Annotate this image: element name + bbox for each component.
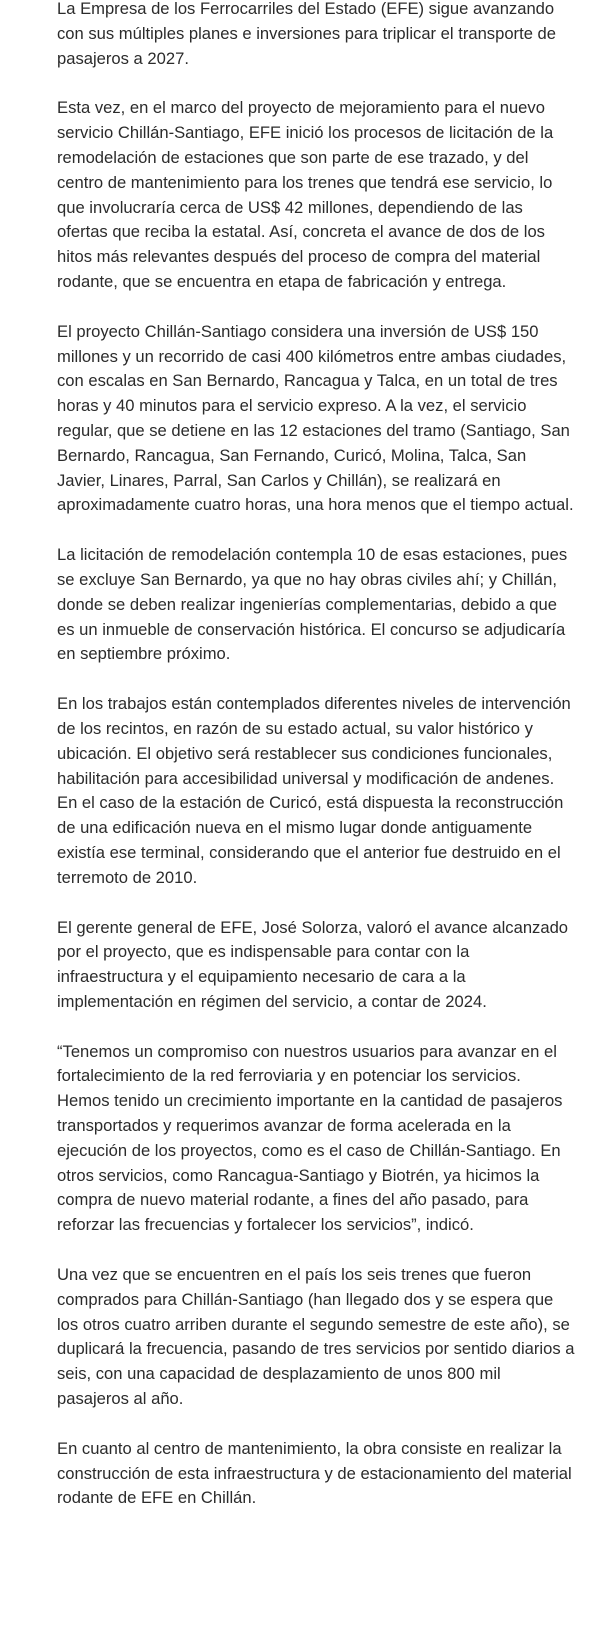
paragraph-intro: La Empresa de los Ferrocarriles del Estado (EFE) sigue avanzando con sus múltiples planes e inversiones para triplicar el transporte de pasajeros a 2027.: [57, 0, 556, 68]
paragraph-proyecto: El proyecto Chillán-Santiago considera una inversión de US$ 150 millones y un recorrido de casi 400 kilómetros entre ambas ciudades, con escalas en San Bernardo, Rancagua y Talca, en un total de tres horas y 40 minutos para el servicio expreso. A la vez, el servicio regular, que se detiene en las 12 estaciones del tramo (Santiago, San Bernardo, Rancagua, San Fernando, Curicó, Molina, Talca, San Javier, Linares, Parral, San Carlos y Chillán), se realizará en aproximadamente cuatro horas, una hora menos que el tiempo actual.: [57, 321, 574, 515]
paragraph-trabajos: En los trabajos están contemplados diferentes niveles de intervención de los recintos, en razón de su estado actual, su valor histórico y ubicación. El objetivo será restablecer sus condiciones funcionales, habilitación para accesibilidad universal y modificación de andenes. En el caso de la estación de Curicó, está dispuesta la reconstrucción de una edificación nueva en el mismo lugar donde antiguamente existía ese terminal, considerando que el anterior fue destruido en el terremoto de 2010.: [57, 694, 571, 887]
paragraph-gerente: El gerente general de EFE, José Solorza, valoró el avance alcanzado por el proyecto, que es indispensable para contar con la infraestructura y el equipamiento necesario de cara a la implementación en régimen del servicio, a contar de 2024.: [57, 917, 569, 1011]
paragraph-quote: “Tenemos un compromiso con nuestros usuarios para avanzar en el fortalecimiento de la red ferroviaria y en potenciar los servicios. Hemos tenido un crecimiento importante en la cantidad de pasajeros transportados y requerimos avanzar de forma acelerada en la ejecución de los proyectos, como es el caso de Chillán-Santiago. En otros servicios, como Rancagua-Santiago y Biotrén, ya hicimos la compra de nuevo material rodante, a fines del año pasado, para reforzar las frecuencias y fortalecer los servicios”, indicó.: [57, 1041, 563, 1235]
paragraph-remodelacion: La licitación de remodelación contempla 10 de esas estaciones, pues se excluye San Bernardo, ya que no hay obras civiles ahí; y Chillán, donde se deben realizar ingenierías complementarias, debido a que es un inmueble de conservación histórica. El concurso se adjudicaría en septiembre próximo.: [57, 545, 568, 664]
paragraph-licitacion: Esta vez, en el marco del proyecto de mejoramiento para el nuevo servicio Chillán-Santiago, EFE inició los procesos de licitación de la remodelación de estaciones que son parte de ese trazado, y del centro de mantenimiento para los trenes que tendrá ese servicio, lo que involucraría cerca de US$ 42 millones, dependiendo de las ofertas que reciba la estatal. Así, concreta el avance de dos de los hitos más relevantes después del proceso de compra del material rodante, que se encuentra en etapa de fabricación y entrega.: [57, 98, 554, 291]
paragraph-trenes: Una vez que se encuentren en el país los seis trenes que fueron comprados para Chillán-Santiago (han llegado dos y se espera que los otros cuatro arriben durante el segundo semestre de este año), se duplicará la frecuencia, pasando de tres servicios por sentido diarios a seis, con una capacidad de desplazamiento de unos 800 mil pasajeros al año.: [57, 1265, 575, 1409]
article-body: [57, 0, 577, 1536]
paragraph-mantenimiento: En cuanto al centro de mantenimiento, la obra consiste en realizar la construcción de esta infraestructura y de estacionamiento del material rodante de EFE en Chillán.: [57, 1438, 572, 1508]
